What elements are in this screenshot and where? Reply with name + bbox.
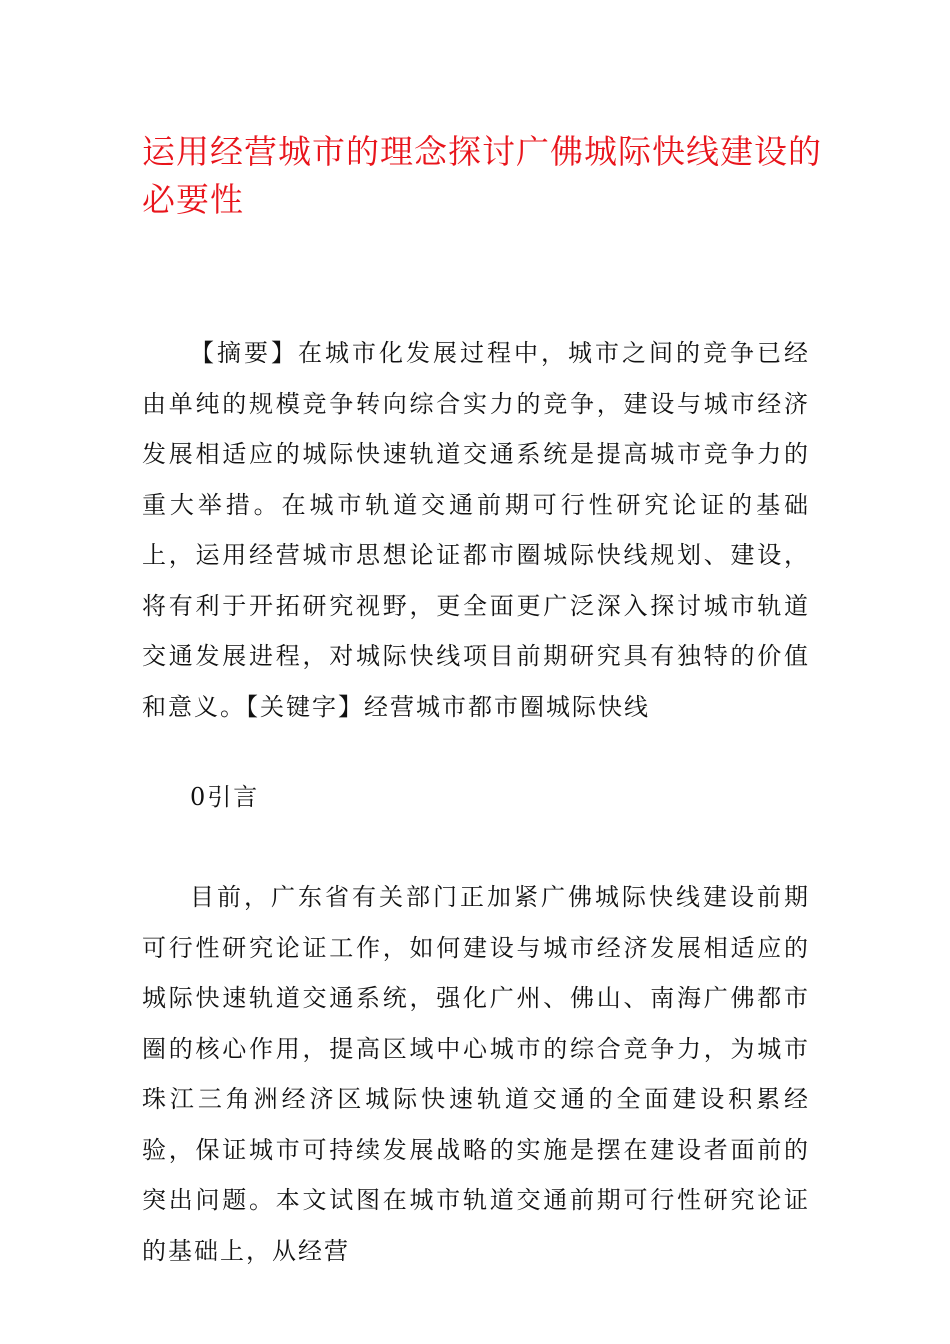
body-paragraph: 目前，广东省有关部门正加紧广佛城际快线建设前期可行性研究论证工作，如何建设与城市经济发展相适应的城际快速轨道交通系统，强化广州、佛山、南海广佛都市圈的核心作用，提高区域中心城市的综合竞争力，为城市珠江三角洲经济区城际快速轨道交通的全面建设积累经验，保证城市可持续发展战略的实施是摆在建设者面前的突出问题。本文试图在城市轨道交通前期可行性研究论证的基础上，从经营 xyxy=(142,883,810,1265)
abstract-paragraph: 【摘要】在城市化发展过程中，城市之间的竞争已经由单纯的规模竞争转向综合实力的竞争，建设与城市经济发展相适应的城际快速轨道交通系统是提高城市竞争力的重大举措。在城市轨道交通前期可行性研究论证的基础上，运用经营城市思想论证都市圈城际快线规划、建设，将有利于开拓研究视野，更全面更广泛深入探讨城市轨道交通发展进程，对城际快线项目前期研究具有独特的价值和意义。【关键字】经营城市都市圈城际快线 xyxy=(142,339,810,721)
section-heading-introduction: 0引言 xyxy=(190,783,260,811)
document-title: 运用经营城市的理念探讨广佛城际快线建设的必要性 xyxy=(142,132,822,219)
